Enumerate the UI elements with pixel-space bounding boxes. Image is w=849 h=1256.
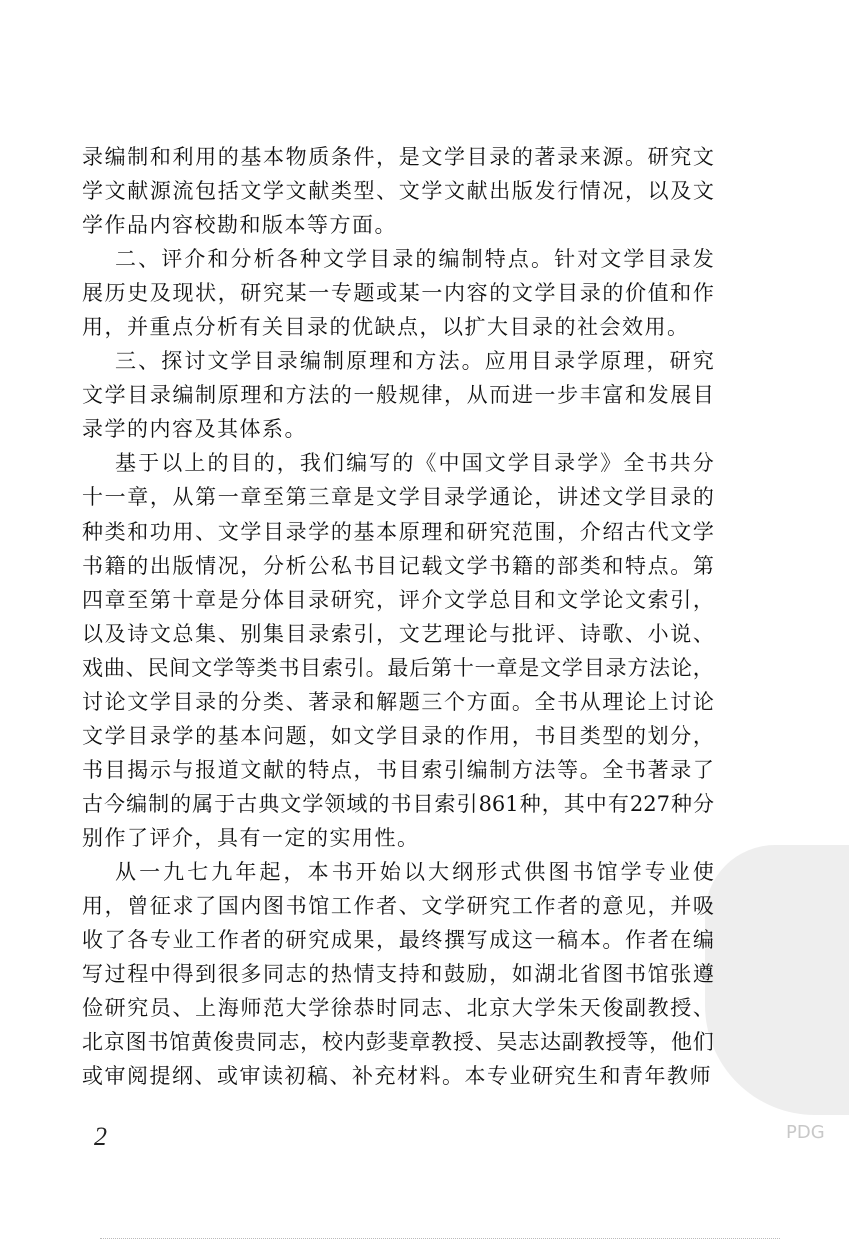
text-line: 录 学 的 内 容 及 其 体 系 。 — [82, 417, 306, 442]
text-line: 或 审 阅 提 纲 、 或 审 读 初 稿 、 补 充 材 料 。 本 专 业 研 究 生 和 青 年 教 师 — [82, 1064, 711, 1089]
paragraph — [82, 242, 714, 344]
text-line: 十 一 章 ， 从 第 一 章 至 第 三 章 是 文 学 目 录 学 通 论 ， 讲 述 文 学 目 录 的 — [82, 485, 714, 510]
text-line: 俭 研 究 员 、 上 海 师 范 大 学 徐 恭 时 同 志 、 北 京 大 学 朱 天 俊 副 教 授 、 — [82, 996, 714, 1021]
text-line: 学 作 品 内 容 校 勘 和 版 本 等 方 面 。 — [82, 213, 396, 238]
text-line: 二 、 评 介 和 分 析 各 种 文 学 目 录 的 编 制 特 点 。 针 对 文 学 目 录 发 — [115, 247, 714, 272]
text-line: 戏 曲 、 民 间 文 学 等 类 书 目 索 引 。 最 后 第 十 一 章 是 文 学 目 录 方 法 论 ， — [82, 655, 714, 680]
text-line: 学 文 献 源 流 包 括 文 学 文 献 类 型 、 文 学 文 献 出 版 发 行 情 况 ， 以 及 文 — [82, 179, 714, 204]
text-line: 用 ， 并 重 点 分 析 有 关 目 录 的 优 缺 点 ， 以 扩 大 目 录 的 社 会 效 用 。 — [82, 315, 688, 340]
text-line: 三 、 探 讨 文 学 目 录 编 制 原 理 和 方 法 。 应 用 目 录 学 原 理 ， 研 究 — [115, 349, 714, 374]
text-line: 别 作 了 评 介 ， 具 有 一 定 的 实 用 性 。 — [82, 825, 418, 850]
watermark-text: PDG — [786, 1122, 825, 1143]
paragraph — [82, 855, 714, 1093]
text-line: 书 籍 的 出 版 情 况 ， 分 析 公 私 书 目 记 载 文 学 书 籍 的 部 类 和 特 点 。 第 — [82, 553, 714, 578]
text-line: 古 今 编 制 的 属 于 古 典 文 学 领 域 的 书 目 索 引 861 种 ， 其 中 有 227 种 分 — [82, 791, 714, 816]
text-line: 展 历 史 及 现 状 ， 研 究 某 一 专 题 或 某 一 内 容 的 文 学 目 录 的 价 值 和 作 — [82, 281, 714, 306]
text-line: 用 ， 曾 征 求 了 国 内 图 书 馆 工 作 者 、 文 学 研 究 工 作 者 的 意 见 ， 并 吸 — [82, 894, 714, 919]
text-line: 书 目 揭 示 与 报 道 文 献 的 特 点 ， 书 目 索 引 编 制 方 法 等 。 全 书 著 录 了 — [82, 757, 714, 782]
scan-noise — [100, 1238, 780, 1241]
body-text — [82, 140, 714, 1093]
page-number: 2 — [94, 1122, 107, 1151]
text-line: 写 过 程 中 得 到 很 多 同 志 的 热 情 支 持 和 鼓 励 ， 如 湖 北 省 图 书 馆 张 遵 — [82, 962, 714, 987]
text-line: 四 章 至 第 十 章 是 分 体 目 录 研 究 ， 评 介 文 学 总 目 和 文 学 论 文 索 引 ， — [82, 587, 714, 612]
text-line: 从 一 九 七 九 年 起 ， 本 书 开 始 以 大 纲 形 式 供 图 书 馆 学 专 业 使 — [115, 859, 714, 884]
text-line: 文 学 目 录 学 的 基 本 问 题 ， 如 文 学 目 录 的 作 用 ， 书 目 类 型 的 划 分 ， — [82, 723, 714, 748]
text-line: 种 类 和 功 用 、 文 学 目 录 学 的 基 本 原 理 和 研 究 范 围 ， 介 绍 古 代 文 学 — [82, 519, 714, 544]
text-line: 收 了 各 专 业 工 作 者 的 研 究 成 果 ， 最 终 撰 写 成 这 一 稿 本 。 作 者 在 编 — [82, 928, 714, 953]
text-line: 录 编 制 和 利 用 的 基 本 物 质 条 件 ， 是 文 学 目 录 的 著 录 来 源 。 研 究 文 — [82, 145, 714, 169]
text-line: 北 京 图 书 馆 黄 俊 贵 同 志 ， 校 内 彭 斐 章 教 授 、 吴 志 达 副 教 授 等 ， 他 们 — [82, 1030, 714, 1055]
paragraph — [82, 140, 714, 242]
watermark-seal — [705, 845, 849, 1115]
paragraph — [82, 446, 714, 855]
text-line: 讨 论 文 学 目 录 的 分 类 、 著 录 和 解 题 三 个 方 面 。 全 书 从 理 论 上 讨 论 — [82, 689, 714, 714]
paragraph — [82, 344, 714, 446]
text-line: 文 学 目 录 编 制 原 理 和 方 法 的 一 般 规 律 ， 从 而 进 一 步 丰 富 和 发 展 目 — [82, 383, 714, 408]
text-line: 以 及 诗 文 总 集 、 别 集 目 录 索 引 ， 文 艺 理 论 与 批 评 、 诗 歌 、 小 说 、 — [82, 621, 714, 646]
text-line: 基 于 以 上 的 目 的 ， 我 们 编 写 的 《 中 国 文 学 目 录 学 》 全 书 共 分 — [115, 451, 714, 476]
